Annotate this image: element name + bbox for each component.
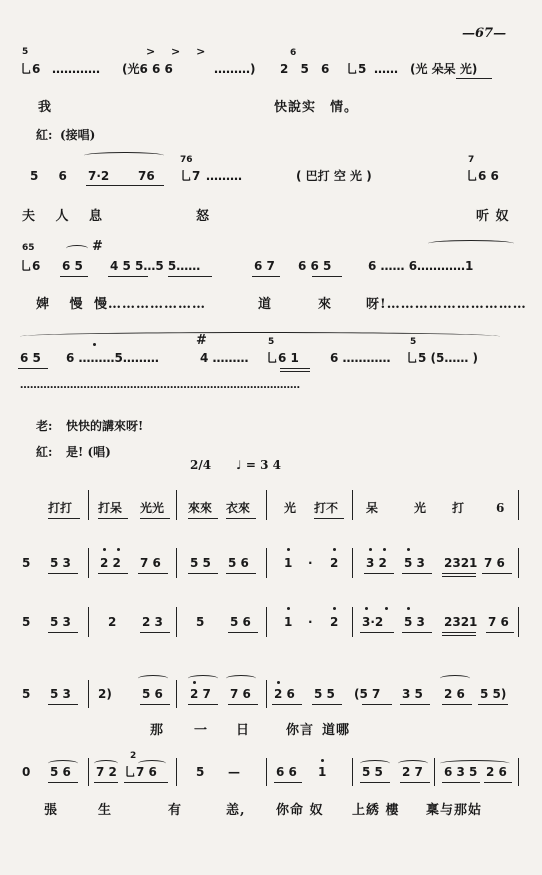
notes: 3 2	[366, 556, 387, 570]
bar-line	[88, 680, 89, 708]
slur	[138, 675, 168, 682]
bar-line	[176, 548, 177, 578]
speaker-label: 紅:	[36, 445, 53, 459]
octave-dot	[333, 607, 336, 610]
note: 乚5	[346, 62, 367, 76]
notes: 7 2	[96, 765, 117, 779]
notes: 2 5 6	[280, 62, 334, 76]
underline	[360, 632, 394, 633]
notes: 3 5	[402, 687, 423, 701]
underline	[442, 573, 476, 574]
grace-note: 5	[410, 337, 417, 347]
notes: 5 3	[404, 615, 425, 629]
dots: ………	[206, 169, 242, 183]
speaker-label: 紅:	[36, 128, 53, 142]
notes: 5 3	[50, 556, 71, 570]
underline	[188, 704, 218, 705]
bar-line	[352, 607, 353, 637]
lyric: 慢…………………	[94, 297, 207, 312]
lyric: 來	[318, 297, 333, 312]
bar-line	[266, 680, 267, 708]
note: 1	[284, 615, 293, 629]
notes: 6 3 5	[444, 765, 478, 779]
percussion-syllable: 光	[284, 501, 297, 515]
grace-note: 5	[22, 47, 29, 57]
octave-dot	[383, 548, 386, 551]
lyric: 婢 慢	[36, 297, 91, 312]
underline	[442, 704, 472, 705]
notes: 2 7	[402, 765, 423, 779]
slur	[440, 675, 470, 682]
octave-dot	[369, 548, 372, 551]
percussion-syllable: 呆	[366, 501, 379, 515]
notes: 5 6	[30, 169, 75, 183]
percussion-syllable: 6	[496, 501, 505, 515]
percussion-syllable: 光光	[140, 501, 165, 515]
page-number: —67—	[462, 26, 507, 41]
underline	[456, 78, 492, 79]
bar-line	[176, 758, 177, 786]
notes: 5 6	[228, 556, 249, 570]
direction: (接唱)	[60, 128, 96, 142]
accent-marks: > > >	[146, 45, 212, 58]
notes: 6 ………5………	[66, 351, 159, 365]
notes: 2 6	[444, 687, 465, 701]
bar-line	[176, 607, 177, 637]
underline	[140, 518, 170, 519]
lyric: 呀!…………………………	[366, 297, 527, 312]
notes: 4 5 5…5 5……	[110, 259, 201, 273]
underline	[312, 704, 342, 705]
bar-line	[266, 607, 267, 637]
underline	[228, 704, 258, 705]
notes: 2 6	[486, 765, 507, 779]
underline	[94, 782, 118, 783]
notes: 5 5	[314, 687, 335, 701]
percussion-syllable: 光	[414, 501, 427, 515]
dot: ·	[308, 615, 313, 629]
underline	[400, 782, 430, 783]
underline	[312, 276, 342, 277]
lyric: 有	[168, 803, 183, 818]
underline	[48, 704, 78, 705]
notes: 2)	[98, 687, 112, 701]
underline	[138, 573, 168, 574]
notes: 5 5)	[480, 687, 507, 701]
dialogue-text: 快快的講來呀!	[66, 419, 144, 433]
underline	[48, 782, 78, 783]
grace-note: 65	[22, 243, 35, 253]
slur	[20, 332, 500, 341]
notes: 3·2	[362, 615, 384, 629]
notes: 5 6	[142, 687, 163, 701]
bar-line	[266, 548, 267, 578]
percussion-syllable: 打打	[48, 501, 73, 515]
lyric: 道哪	[322, 723, 351, 738]
underline	[314, 518, 344, 519]
note: 2	[108, 615, 117, 629]
notes: 5 6	[50, 765, 71, 779]
lyric: 道	[258, 297, 273, 312]
underline	[168, 276, 212, 277]
notes: 7 6	[484, 556, 505, 570]
notes: 6 5	[62, 259, 83, 273]
percussion-syllable: 打呆	[98, 501, 123, 515]
note: 5	[196, 615, 205, 629]
grace-note: 6	[290, 48, 297, 58]
underline	[442, 632, 476, 633]
dialogue-text: 是! (唱)	[66, 445, 111, 459]
bar-line	[88, 548, 89, 578]
bar-line	[518, 607, 519, 637]
underline	[402, 573, 432, 574]
slur	[428, 240, 514, 247]
bar-line	[518, 490, 519, 520]
lyric: 夫 人 息	[22, 209, 111, 224]
underline	[226, 573, 256, 574]
underline	[280, 368, 310, 369]
underline	[124, 782, 168, 783]
underline	[402, 632, 432, 633]
bar-line	[88, 758, 89, 786]
notes: 6 6 5	[298, 259, 332, 273]
bar-line	[176, 680, 177, 708]
notes: 乚7 6	[124, 765, 157, 779]
dots: …………	[52, 62, 100, 76]
percussion-note: (光6 6 6	[122, 62, 173, 76]
underline	[272, 704, 302, 705]
bar-line	[434, 758, 435, 786]
bar-line	[518, 548, 519, 578]
notes: 7 6	[488, 615, 509, 629]
bar-line	[266, 490, 267, 520]
dots: ………)	[214, 62, 256, 76]
underline	[274, 782, 302, 783]
lyric: 你言	[286, 723, 315, 738]
dots: ……	[374, 62, 398, 76]
notes: 6 …………	[330, 351, 391, 365]
tempo-marking: ♩ = 3 4	[236, 458, 281, 472]
sharp-sign: #	[92, 239, 103, 254]
note: 5	[196, 765, 205, 779]
notes: 6 …… 6…………1	[368, 259, 474, 273]
octave-dot	[365, 607, 368, 610]
grace-note: 5	[268, 337, 275, 347]
slur	[66, 245, 88, 252]
lyric: 我	[38, 100, 53, 115]
octave-dot	[117, 548, 120, 551]
octave-dot	[385, 607, 388, 610]
underline	[228, 632, 258, 633]
underline	[484, 782, 512, 783]
underline	[108, 276, 148, 277]
note: 5	[22, 687, 31, 701]
underline	[226, 518, 256, 519]
slur	[84, 152, 164, 159]
underline	[486, 632, 514, 633]
rest-dash: —	[228, 765, 240, 779]
lyric: 恙,	[226, 803, 246, 818]
underline	[60, 276, 88, 277]
underline	[188, 573, 218, 574]
notes: 4 ………	[200, 351, 249, 365]
note: 5	[22, 615, 31, 629]
underline	[280, 371, 310, 372]
octave-dot	[287, 548, 290, 551]
notes: 7·2	[88, 169, 110, 183]
note: 5	[22, 556, 31, 570]
notes: 2 7	[190, 687, 211, 701]
notes: 5 3	[50, 687, 71, 701]
time-signature: 2/4	[190, 458, 212, 472]
octave-dot	[333, 548, 336, 551]
note: 乚6	[20, 259, 41, 273]
grace-note: 2	[130, 751, 137, 761]
bar-line	[352, 758, 353, 786]
dot: ·	[308, 556, 313, 570]
bar-line	[352, 548, 353, 578]
grace-note: 7	[468, 155, 475, 165]
slur	[226, 675, 256, 682]
lyric: 張	[44, 803, 59, 818]
lyric: 快說实 情。	[274, 100, 359, 115]
notes: 5 3	[50, 615, 71, 629]
underline	[400, 704, 430, 705]
octave-dot	[321, 759, 324, 762]
sharp-sign: #	[196, 333, 207, 348]
notes: 乚6 1	[266, 351, 299, 365]
underline	[98, 518, 128, 519]
notes: 乚6 6	[466, 169, 499, 183]
octave-dot	[103, 548, 106, 551]
underline	[442, 782, 480, 783]
underline	[48, 518, 80, 519]
note: 2	[330, 556, 339, 570]
bar-line	[518, 758, 519, 786]
notes: 乚5 (5…… )	[406, 351, 479, 365]
percussion-syllable: 打不	[314, 501, 339, 515]
bar-line	[352, 490, 353, 520]
note: 乚7	[180, 169, 201, 183]
underline	[98, 573, 128, 574]
bar-line	[176, 490, 177, 520]
bar-line	[88, 490, 89, 520]
note: 0	[22, 765, 31, 779]
octave-dot	[407, 548, 410, 551]
notes: 5 5	[190, 556, 211, 570]
notes: 5 5	[362, 765, 383, 779]
lyric: 上綉 樓	[352, 803, 400, 818]
octave-dot	[287, 607, 290, 610]
notes: 7 6	[140, 556, 161, 570]
notes: 7 6	[230, 687, 251, 701]
underline	[360, 782, 390, 783]
note: 1	[284, 556, 293, 570]
lyric: 你命 奴	[276, 803, 324, 818]
grace-note: 76	[180, 155, 193, 165]
note: 1	[318, 765, 327, 779]
underline	[140, 632, 170, 633]
underline	[18, 368, 48, 369]
notes: 2 3	[142, 615, 163, 629]
notes: 6 5	[20, 351, 41, 365]
percussion: (光 朵呆 光)	[410, 62, 478, 76]
notes: (5 7	[354, 687, 381, 701]
octave-dot	[407, 607, 410, 610]
notes: 6 7	[254, 259, 275, 273]
percussion-syllable: 衣來	[226, 501, 251, 515]
notes: 2 2	[100, 556, 121, 570]
underline	[364, 573, 394, 574]
underline	[482, 573, 512, 574]
notes: 5 6	[230, 615, 251, 629]
underline	[140, 704, 170, 705]
notes: 6 6	[276, 765, 297, 779]
lyric: 稟与那姑	[426, 803, 483, 818]
underline	[48, 573, 78, 574]
notes: 2321	[444, 556, 478, 570]
lyric: 怒	[196, 209, 211, 224]
notes: 2 6	[274, 687, 295, 701]
percussion-syllable: 來來	[188, 501, 213, 515]
octave-dot	[93, 343, 96, 346]
lyric: 听 奴	[476, 209, 510, 224]
underline	[252, 276, 280, 277]
underline	[362, 704, 392, 705]
bar-line	[266, 758, 267, 786]
lyric: 一	[194, 723, 209, 738]
underline	[442, 635, 476, 636]
lyric: 那	[150, 723, 165, 738]
note: 乚6	[20, 62, 41, 76]
bar-line	[88, 607, 89, 637]
octave-dot	[193, 681, 196, 684]
underline	[478, 704, 508, 705]
notes: 76	[138, 169, 155, 183]
lyric: 日	[236, 723, 251, 738]
percussion-syllable: 打	[452, 501, 465, 515]
underline	[86, 185, 164, 186]
notes: 2321	[444, 615, 478, 629]
underline	[442, 576, 476, 577]
percussion: ( 巴打 空 光 )	[296, 169, 372, 183]
note: 2	[330, 615, 339, 629]
octave-dot	[277, 681, 280, 684]
lyric: 生	[98, 803, 113, 818]
dot-line: …………………………………………………………………………	[20, 380, 300, 391]
underline	[48, 632, 78, 633]
notes: 5 3	[404, 556, 425, 570]
speaker-label: 老:	[36, 419, 53, 433]
underline	[188, 518, 218, 519]
